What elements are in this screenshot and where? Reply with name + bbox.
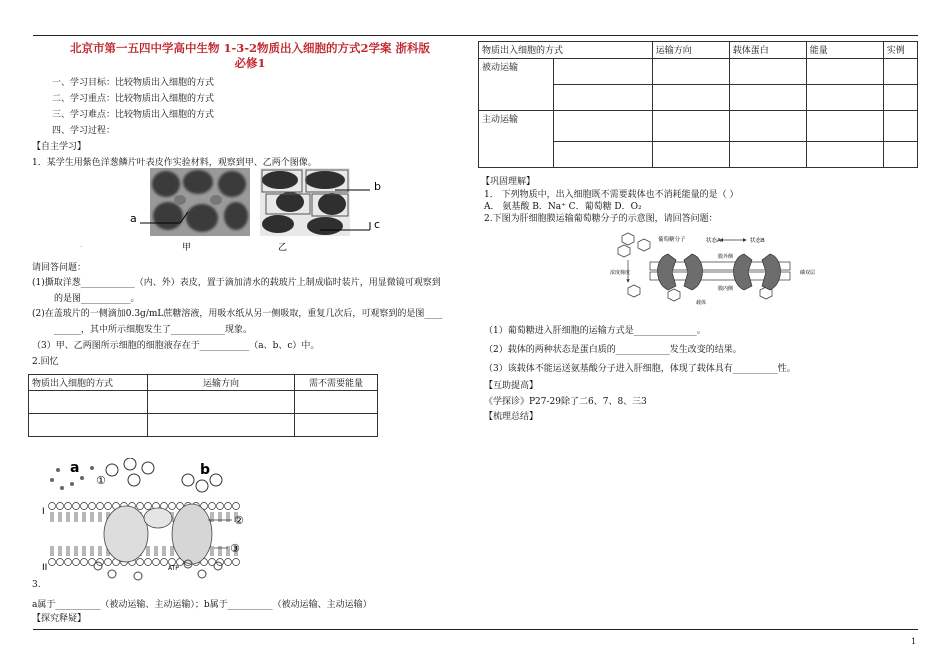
row-label-passive: 被动运输 xyxy=(479,59,554,111)
phospholipid-head xyxy=(81,503,88,510)
table-cell[interactable] xyxy=(148,391,295,414)
micrograph-yi xyxy=(260,168,350,236)
table-cell[interactable] xyxy=(729,59,806,85)
phospholipid-head xyxy=(57,503,64,510)
table-cell[interactable] xyxy=(729,142,806,168)
phospholipid-head xyxy=(153,559,160,566)
table-row xyxy=(29,391,378,414)
objective-1: 一、学习目标：比较物质出入细胞的方式 xyxy=(52,78,215,88)
section-help: 【互助提高】 xyxy=(484,381,539,391)
phospholipid-head xyxy=(145,559,152,566)
table-transport-compare xyxy=(478,41,918,168)
title-line-2: 必修1 xyxy=(234,56,266,70)
question-1-text: 1．某学生用紫色洋葱鳞片叶表皮作实验材料，观察到甲、乙两个图像。 xyxy=(32,158,317,168)
c2-item-3: （3）该载体不能运送氨基酸分子进入肝细胞，体现了载体具有__________性。 xyxy=(484,364,796,374)
c1-options: A． 氨基酸 B．Na⁺ C．葡萄糖 D．O₂ xyxy=(484,202,642,212)
phospholipid-head xyxy=(145,503,152,510)
phospholipid-head xyxy=(49,503,56,510)
label-yi: 乙 xyxy=(278,243,288,253)
table-header-cell: 运输方向 xyxy=(652,42,729,59)
q3-number: 3. xyxy=(32,580,41,590)
phospholipid-head xyxy=(161,559,168,566)
table-cell[interactable] xyxy=(883,85,917,111)
table-cell[interactable] xyxy=(806,85,883,111)
micrograph-figure xyxy=(120,168,390,258)
row-label-active: 主动运输 xyxy=(479,111,554,168)
glucose-transport-diagram xyxy=(610,232,826,312)
table-cell[interactable] xyxy=(883,59,917,85)
table-header-row xyxy=(479,42,918,59)
table-row xyxy=(29,414,378,437)
label-a: a xyxy=(130,212,137,225)
glucose-label: 葡萄糖分子 xyxy=(658,237,686,243)
q1-item-1: (1)撕取洋葱____________（内、外）表皮，置于滴加清水的载玻片上制成临时装片，用显微镜可观察到 xyxy=(32,278,441,288)
membrane-num-3: ③ xyxy=(230,542,240,555)
objective-3: 三、学习难点：比较物质出入细胞的方式 xyxy=(52,110,215,120)
table-row xyxy=(479,59,918,85)
label-jia: 甲 xyxy=(182,243,192,253)
atp-label: ATP xyxy=(168,565,179,572)
state-a-label: 状态A xyxy=(706,238,721,244)
table-cell[interactable] xyxy=(806,59,883,85)
phospholipid-head xyxy=(225,503,232,510)
phospholipid-head xyxy=(233,559,240,566)
table-header-cell: 能量 xyxy=(806,42,883,59)
table-cell[interactable] xyxy=(29,391,148,414)
side-1: I xyxy=(42,507,45,517)
table-cell[interactable] xyxy=(29,414,148,437)
q1-item-2b: ______，其中所示细胞发生了____________现象。 xyxy=(54,325,253,335)
side-2: II xyxy=(42,563,48,573)
table-header-cell: 物质出入细胞的方式 xyxy=(479,42,653,59)
table-header-cell: 运输方向 xyxy=(148,375,295,391)
table-cell[interactable] xyxy=(554,142,653,168)
phospholipid-head xyxy=(209,503,216,510)
label-c: c xyxy=(374,218,381,231)
bottom-rule xyxy=(33,629,918,630)
table-row xyxy=(479,111,918,142)
micrograph-jia xyxy=(150,168,250,236)
membrane-proteins xyxy=(104,504,212,564)
table-cell[interactable] xyxy=(806,111,883,142)
c2-item-2: （2）载体的两种状态是蛋白质的____________发生改变的结果。 xyxy=(484,345,742,355)
outside-label: 膜外侧 xyxy=(718,254,734,260)
table-cell[interactable] xyxy=(554,85,653,111)
title-line-1: 北京市第一五四中学高中生物 1-3-2物质出入细胞的方式2学案 浙科版 xyxy=(69,41,431,55)
gradient-label: 浓度梯度 xyxy=(610,270,631,276)
membrane-diagram xyxy=(38,458,268,586)
table-cell[interactable] xyxy=(806,142,883,168)
phospholipid-head xyxy=(137,559,144,566)
membrane-num-1: ① xyxy=(96,474,106,487)
phospholipid-head xyxy=(65,559,72,566)
c2-text: 2.下图为肝细胞膜运输葡萄糖分子的示意图，请回答问题： xyxy=(484,214,718,224)
inside-label: 膜内侧 xyxy=(718,286,734,292)
table-header-cell: 实例 xyxy=(883,42,917,59)
phospholipid-head xyxy=(89,503,96,510)
q1-item-1b: 的是图___________。 xyxy=(54,294,140,304)
table-cell[interactable] xyxy=(295,391,378,414)
table-cell[interactable] xyxy=(883,111,917,142)
table-cell[interactable] xyxy=(652,142,729,168)
membrane-num-2: ② xyxy=(234,514,244,527)
table-cell[interactable] xyxy=(729,111,806,142)
table-header-cell: 物质出入细胞的方式 xyxy=(29,375,148,391)
phospholipid-head xyxy=(217,503,224,510)
phospholipid-head xyxy=(73,503,80,510)
section-summary: 【梳理总结】 xyxy=(484,412,539,422)
table-cell[interactable] xyxy=(295,414,378,437)
phospholipid-head xyxy=(137,503,144,510)
membrane-label-a: a xyxy=(70,460,80,476)
table-cell[interactable] xyxy=(652,85,729,111)
phospholipid-head xyxy=(97,503,104,510)
table-cell[interactable] xyxy=(652,111,729,142)
q1-item-2: (2)在盖玻片的一侧滴加0.3g/mL蔗糖溶液，用吸水纸从另一侧吸取，重复几次后，可观察到的是图____ xyxy=(32,309,443,319)
phospholipid-head xyxy=(105,559,112,566)
phospholipid-head xyxy=(169,503,176,510)
top-rule xyxy=(33,35,918,36)
section-self-study: 【自主学习】 xyxy=(32,142,87,152)
table-cell[interactable] xyxy=(729,85,806,111)
membrane-label-b: b xyxy=(200,462,211,478)
phospholipid-head xyxy=(81,559,88,566)
page-number: 1 xyxy=(911,637,917,646)
section-consolidate: 【巩固理解】 xyxy=(481,177,536,187)
objective-4: 四、学习过程： xyxy=(52,126,116,136)
table-cell[interactable] xyxy=(554,111,653,142)
phospholipid-head xyxy=(57,559,64,566)
table-cell[interactable] xyxy=(148,414,295,437)
answer-prompt: 请回答问题： xyxy=(32,263,87,273)
stray-dot: . xyxy=(80,240,83,249)
help-text: 《学探诊》P27-29除了二6、7、8、三3 xyxy=(484,397,647,407)
c1-text: 1． 下列物质中，出入细胞既不需要载体也不消耗能量的是（ ） xyxy=(484,190,739,200)
label-b: b xyxy=(374,180,381,193)
state-b-label: 状态B xyxy=(750,238,765,244)
phospholipid-head xyxy=(225,559,232,566)
phospholipid-head xyxy=(73,559,80,566)
phospholipid-head xyxy=(105,503,112,510)
phospholipid-head xyxy=(233,503,240,510)
q3-text: a属于__________（被动运输、主动运输）；b属于__________（被动运输、主动运输） xyxy=(32,600,372,610)
review-label: 2.回忆 xyxy=(32,357,59,367)
table-cell[interactable] xyxy=(883,142,917,168)
section-explore: 【探究释疑】 xyxy=(32,614,87,624)
document-title xyxy=(40,41,460,71)
phospholipid-head xyxy=(65,503,72,510)
q1-item-3: （3）甲、乙两图所示细胞的细胞液存在于___________（a、b、c）中。 xyxy=(32,341,320,351)
phospholipid-head xyxy=(49,559,56,566)
table-cell[interactable] xyxy=(554,59,653,85)
bilayer-label: 磷双层 xyxy=(800,270,816,276)
objective-2: 二、学习重点：比较物质出入细胞的方式 xyxy=(52,94,215,104)
table-header-cell: 载体蛋白 xyxy=(729,42,806,59)
carrier-label: 载体 xyxy=(696,300,707,306)
table-transport-review xyxy=(28,374,378,437)
c2-item-1: （1）葡萄糖进入肝细胞的运输方式是______________。 xyxy=(484,326,706,336)
table-header-row xyxy=(29,375,378,391)
table-header-cell: 需不需要能量 xyxy=(295,375,378,391)
table-cell[interactable] xyxy=(652,59,729,85)
